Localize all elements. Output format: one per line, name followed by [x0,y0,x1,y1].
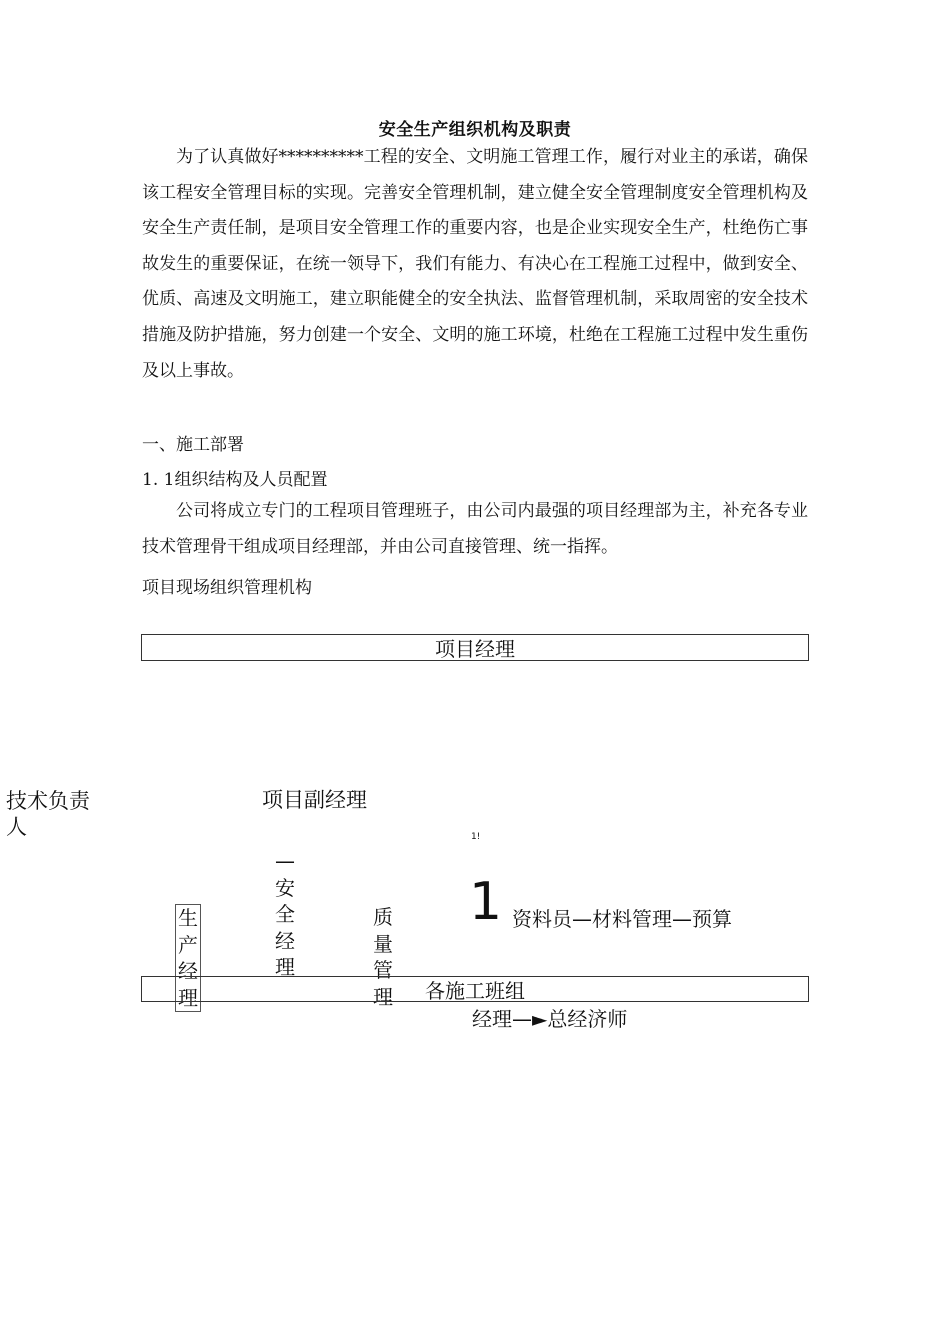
small-mark: 1! [471,832,481,842]
section-heading: 一、施工部署 [142,435,244,455]
subsection-heading: 1. 1组织结构及人员配置 [142,470,328,490]
role-chain-label: 资料员—材料管理—预算 [512,907,732,931]
document-title: 安全生产组织机构及职责 [378,120,572,140]
safety-manager-label: —安全经理 [275,849,295,979]
construction-teams-box: 各施工班组 [141,976,809,1002]
org-chart-heading: 项目现场组织管理机构 [142,578,312,598]
tech-lead-label: 技术负责人 [6,789,90,839]
intro-paragraph: 为了认真做好**********工程的安全、文明施工管理工作，履行对业主的承诺，确保该工程安全管理目标的实现。完善安全管理机制，建立健全安全管理制度安全管理机构及安全生产责任制，是项目安全管理工作的重要内容，也是企业实现安全生产，杜绝伤亡事故发生的重要保证，在统一领导下，我们有能力、有决心在工程施工过程中，做到安全、优质、高速及文明施工，建立职能健全的安全执法、监督管理机制，采取周密的安全技术措施及防护措施，努力创建一个安全、文明的施工环境，杜绝在工程施工过程中发生重伤及以上事故。 [142,147,808,381]
project-manager-box: 项目经理 [141,634,809,661]
quality-manager-label: 质量管理 [373,905,393,1009]
deputy-manager-label: 项目副经理 [262,788,367,812]
big-number: 1 [469,872,503,932]
bottom-chain-label: 经理—►总经济师 [472,1007,628,1031]
org-paragraph: 公司将成立专门的工程项目管理班子，由公司内最强的项目经理部为主，补充各专业技术管理骨干组成项目经理部，并由公司直接管理、统一指挥。 [142,501,808,557]
production-manager-label: 生产经理 [175,904,201,1012]
